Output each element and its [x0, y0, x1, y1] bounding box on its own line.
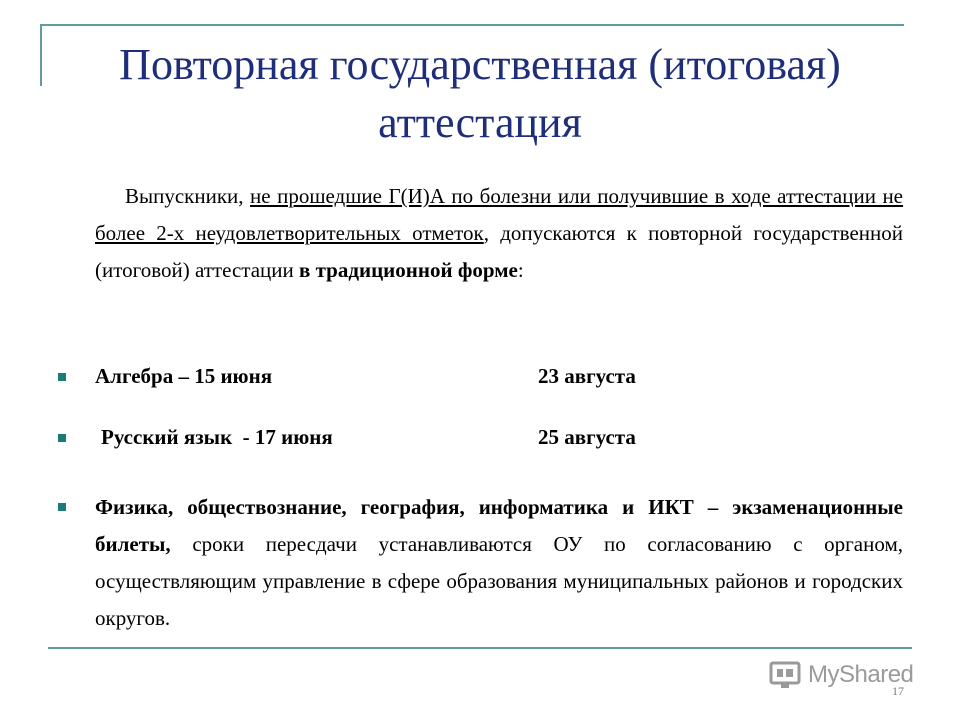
item-subject-russian: Русский язык - 17 июня [101, 425, 333, 449]
intro-part3: : [517, 258, 524, 282]
intro-part2: , допускаются к повторной государственной (итоговой) аттестации [95, 221, 903, 282]
myshared-watermark [768, 657, 928, 693]
frame-top-line [40, 24, 904, 26]
intro-paragraph [95, 178, 903, 289]
item-retake-algebra: 23 августа [538, 364, 636, 388]
page-number: 17 [892, 684, 904, 698]
slide-title: Повторная государственная (итоговая) аттестация [119, 40, 841, 147]
frame-left-line [40, 24, 42, 86]
bullet-icon [58, 434, 66, 442]
item3-bold: Физика, обществознание, география, информатика и ИКТ – экзаменационные билеты, [95, 495, 903, 556]
watermark-text: MyShared [808, 661, 914, 688]
bullet-icon [58, 373, 66, 381]
intro-bold: в традиционной форме [299, 258, 518, 282]
frame-bottom-line [48, 647, 912, 649]
bullet-icon [58, 503, 66, 511]
item-retake-russian: 25 августа [538, 425, 636, 449]
item-subject-algebra: Алгебра – 15 июня [95, 364, 273, 388]
myshared-logo-icon [768, 660, 802, 690]
intro-part1: Выпускники, [125, 184, 251, 208]
item3-paragraph [95, 489, 903, 637]
item3-text: сроки пересдачи устанавливаются ОУ по согласованию с органом, осуществляющим управление в сфере образования муниципальных районов и городских округов. [95, 532, 903, 630]
intro-underlined: не прошедшие Г(И)А по болезни или получившие в ходе аттестации не более 2-х неудовлетворительных отметок [95, 184, 904, 245]
